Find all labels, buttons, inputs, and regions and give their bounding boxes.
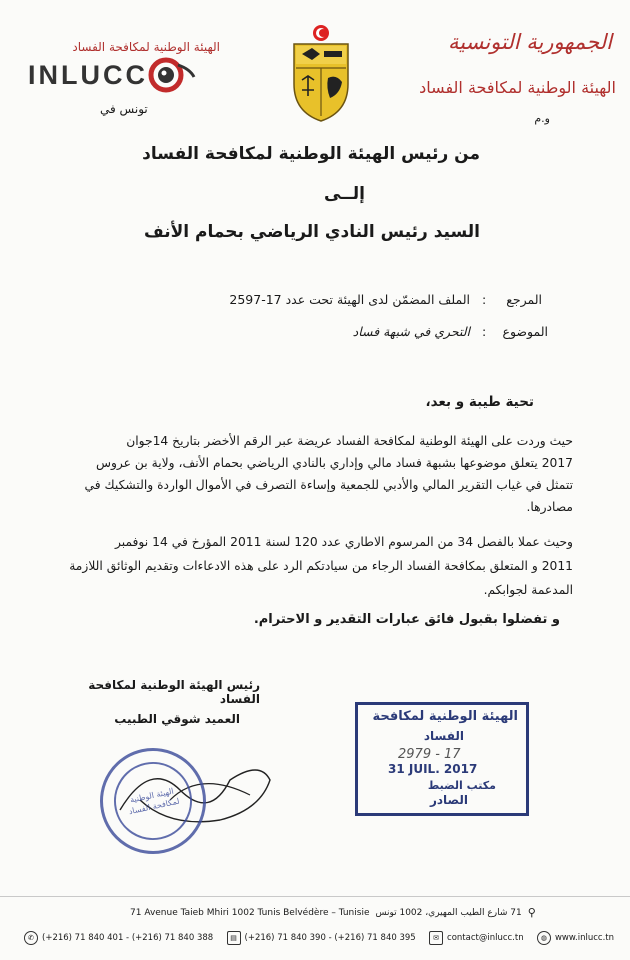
- signatory-title: رئيس الهيئة الوطنية لمكافحة الفساد: [88, 678, 260, 706]
- web-contact: [537, 931, 614, 945]
- republic-title: الجمهورية التونسية: [448, 30, 612, 54]
- closing-line: و تفضلوا بقبول فائق عبارات التقدير و الاحترام.: [253, 612, 560, 627]
- footer-address: [130, 906, 536, 919]
- email-icon: ✉: [429, 931, 443, 945]
- subject-colon: :: [482, 324, 487, 339]
- p2-line-3: المدعمة لجوابكم.: [483, 583, 573, 597]
- outgoing-mail-stamp: [355, 702, 529, 816]
- paragraph-1: [53, 430, 573, 518]
- globe-icon: ◍: [537, 931, 551, 945]
- stamp-number: 2979 - 17: [398, 747, 461, 762]
- round-stamp-text: الهيئة الوطنية لمكافحة الفساد: [127, 786, 181, 817]
- stamp-outgoing: الصادر: [429, 793, 468, 807]
- inlucc-logo: [28, 55, 196, 95]
- ref-colon: :: [482, 292, 487, 307]
- subject-value: التحري في شبهة فساد: [352, 324, 470, 339]
- p2-line-2: 2011 و المتعلق بمكافحة الفساد الرجاء من سيادتكم الرد على هذه الادعاءات وتقديم الوثائق اللازمة: [69, 559, 573, 573]
- email-contact: [429, 931, 524, 945]
- location-pin-icon: ⚲: [527, 906, 536, 919]
- website-url: www.inlucc.tn: [554, 933, 614, 943]
- p1-line-3: تتمثل في غياب التقرير المالي والأدبي للجمعية وإساءة التصرف في الأموال الواردة والتشكيك في: [84, 478, 573, 492]
- phone-icon: ✆: [24, 931, 38, 945]
- fax-numbers: (+216) 71 840 390 - (+216) 71 840 395: [244, 933, 416, 943]
- stamp-office: مكتب الضبط: [427, 779, 496, 792]
- coat-of-arms-emblem: [290, 24, 352, 128]
- fax-contact: [227, 931, 416, 945]
- p1-line-4: مصادرها.: [526, 500, 573, 514]
- p1-line-2: 2017 يتعلق موضوعها بشبهة فساد مالي وإداري بالنادي الرياضي بحمام الأنف، ولاية بن عروس: [95, 456, 573, 470]
- letter-from: من رئيس الهيئة الوطنية لمكافحة الفساد: [142, 144, 480, 164]
- ref-prefix: و.م: [534, 112, 550, 125]
- signatory-name: العميد شوقي الطبيب: [114, 712, 240, 726]
- eye-logo-icon: [144, 55, 196, 95]
- stamp-org-line-1: الهيئة الوطنية لمكافحة: [372, 709, 518, 724]
- subject-label: الموضوع: [502, 324, 548, 339]
- inlucc-logo-text: INLUCC: [28, 59, 148, 90]
- paragraph-2: [53, 530, 573, 602]
- authority-name-header: الهيئة الوطنية لمكافحة الفساد: [419, 78, 616, 97]
- city-date-line: تونس في: [100, 102, 148, 116]
- phone-numbers: (+216) 71 840 401 - (+216) 71 840 388: [42, 933, 214, 943]
- footer-divider: [0, 896, 630, 897]
- ref-label: المرجع: [506, 292, 542, 307]
- letter-to-word: إلــى: [323, 184, 365, 204]
- address-ar: 71 شارع الطيب المهيري، 1002 تونس: [375, 907, 522, 918]
- phone-contact: [24, 931, 213, 945]
- authority-name-logo: الهيئة الوطنية لمكافحة الفساد: [72, 40, 220, 54]
- stamp-org-line-2: الفساد: [423, 729, 464, 743]
- footer-contacts: [24, 931, 614, 945]
- fax-icon: ▤: [227, 931, 241, 945]
- letter-to: السيد رئيس النادي الرياضي بحمام الأنف: [143, 222, 480, 242]
- email-address: contact@inlucc.tn: [447, 933, 524, 943]
- p2-line-1: وحيث عملا بالفصل 34 من المرسوم الاطاري عدد 120 لسنة 2011 المؤرخ في 14 نوفمبر: [114, 535, 573, 549]
- ref-value: الملف المضمّن لدى الهيئة تحت عدد 17-2597: [229, 292, 470, 307]
- stamp-date: 31 JUIL. 2017: [388, 762, 478, 776]
- greeting: تحية طيبة و بعد،: [425, 394, 534, 410]
- p1-line-1: حيث وردت على الهيئة الوطنية لمكافحة الفساد عريضة عبر الرقم الأخضر بتاريخ 14جوان: [126, 434, 573, 448]
- address-fr: 71 Avenue Taieb Mhiri 1002 Tunis Belvédère – Tunisie: [130, 907, 370, 918]
